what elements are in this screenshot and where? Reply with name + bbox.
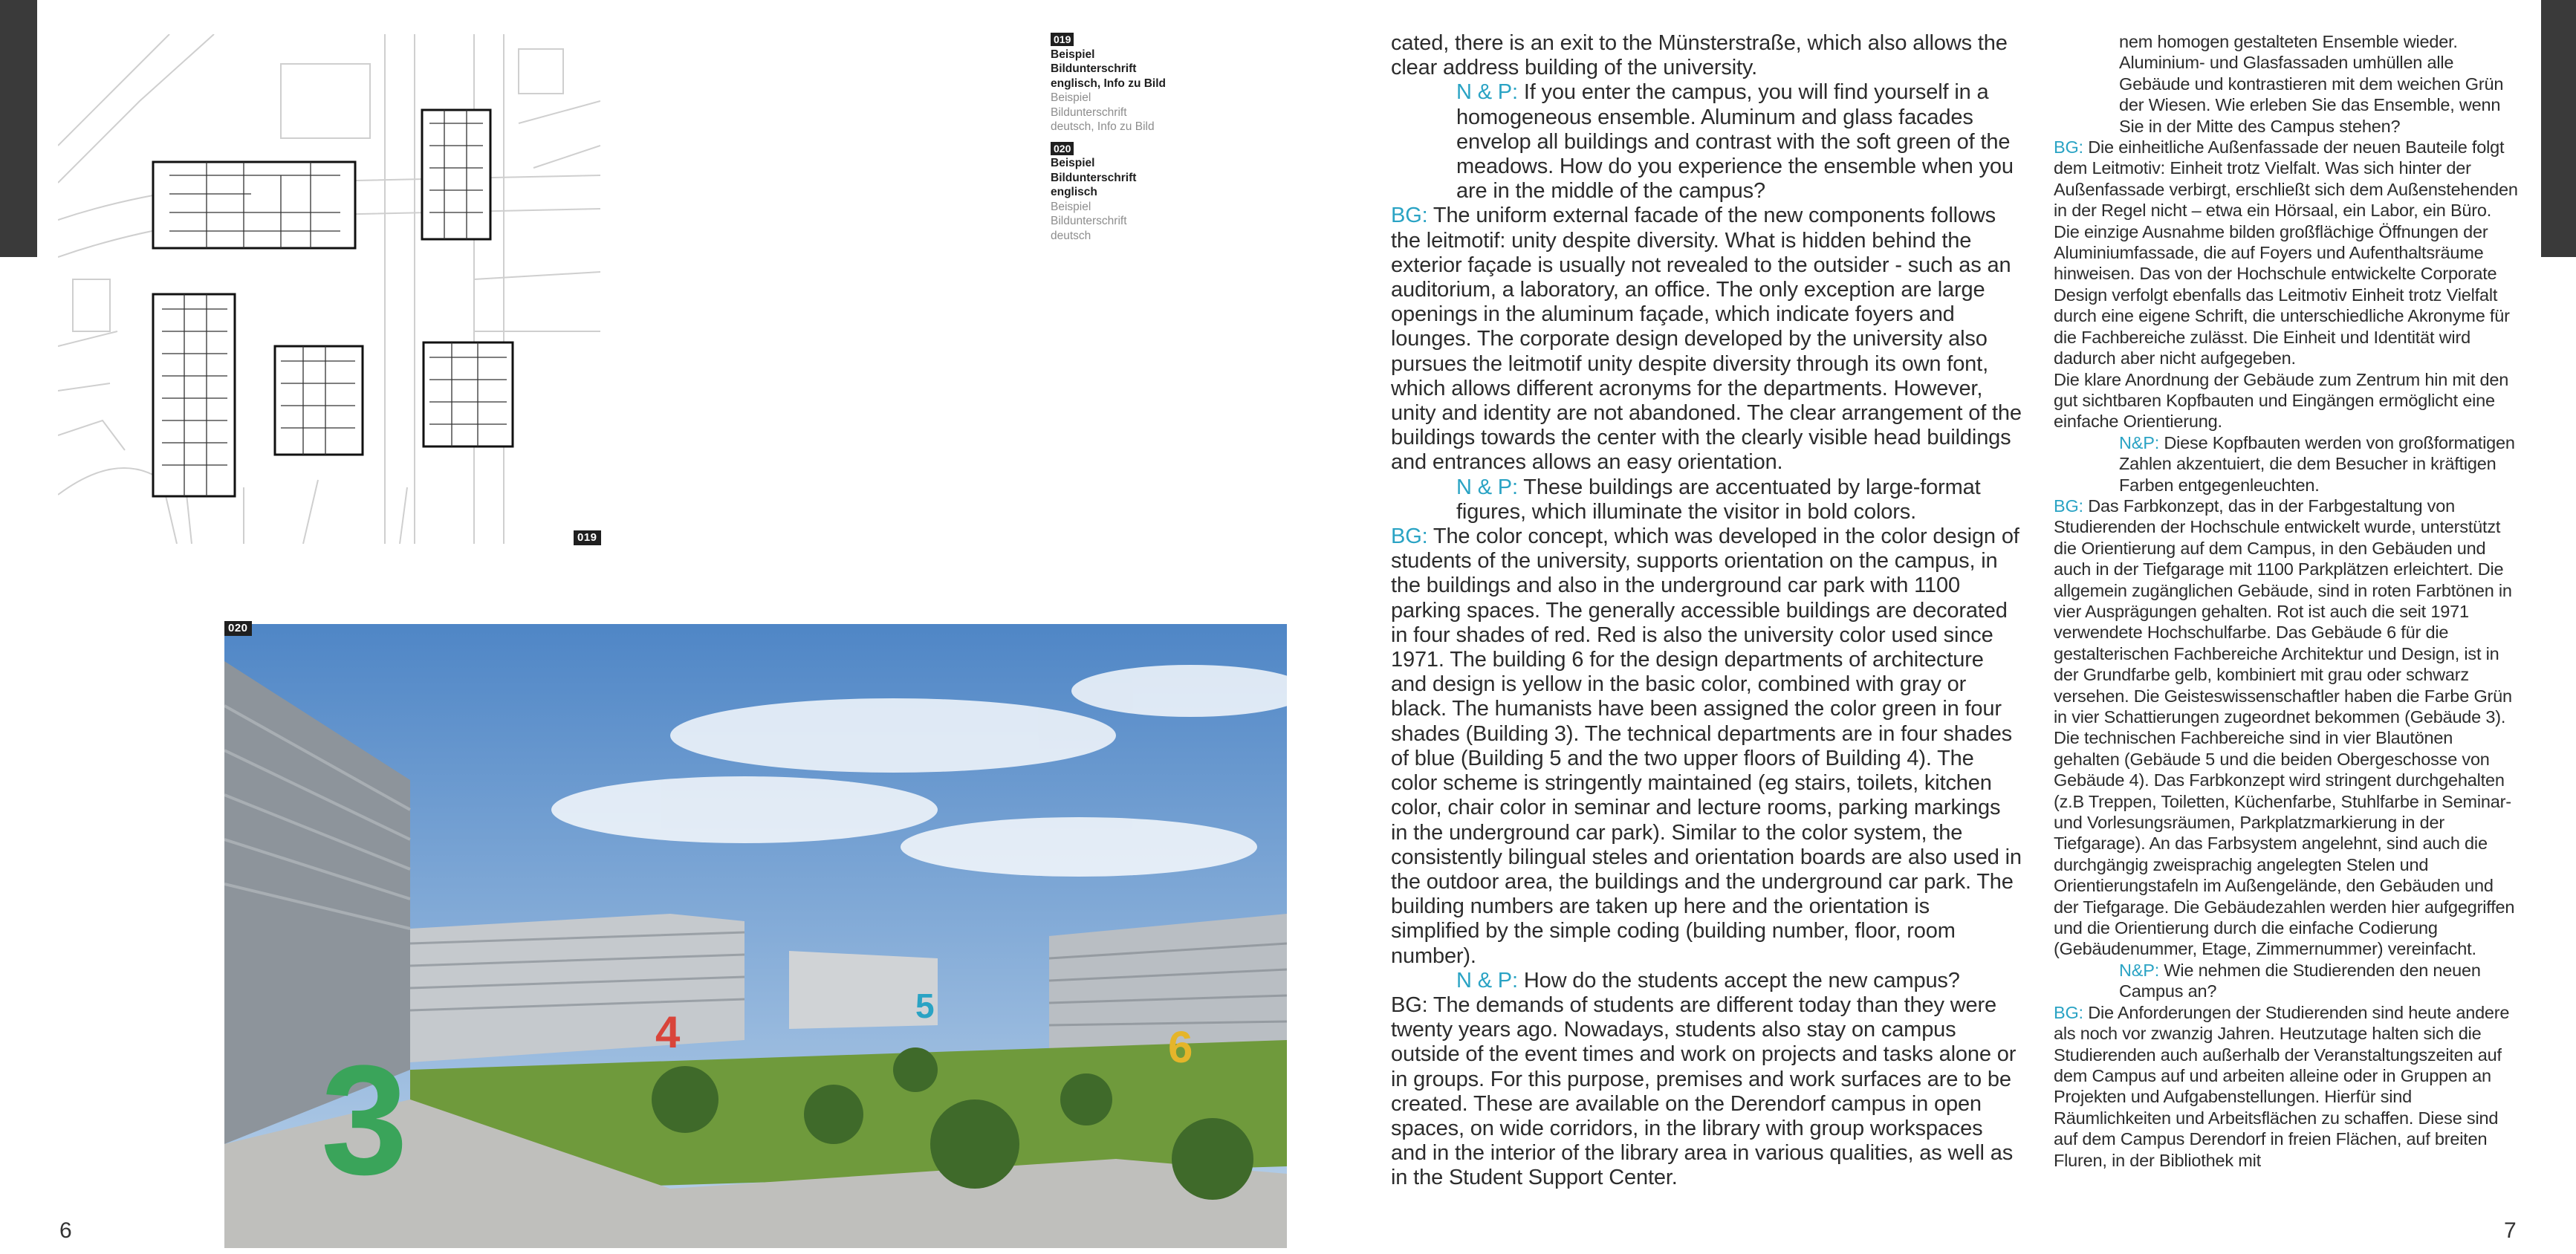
paragraph-text: Diese Kopfbauten werden von großformatigen Zahlen akzentuiert, die dem Besucher in kräftigen Farben entgegenleuchten. — [2119, 432, 2515, 495]
caption-019 — [1051, 33, 1169, 134]
paragraph-text: BG: The demands of students are different today than they were twenty years ago. Nowadays, students also stay on campus outside of the event times and work on projects and tasks alone or in groups. For this purpose, premises and work surfaces are to be created. These are available on the Derendorf campus in open spaces, on wide corridors, in the library with group workspaces and in the interior of the library area in various qualities, as well as in the Student Support Center. — [1391, 993, 2017, 1190]
caption-english: Beispiel Bildunterschrift englisch — [1051, 157, 1137, 198]
speaker-label: BG: — [2054, 496, 2089, 516]
english-interview-column — [1391, 31, 2022, 1191]
left-edge-bar — [0, 0, 37, 257]
speaker-label: BG: — [1391, 524, 1433, 549]
paragraph — [1391, 969, 2022, 993]
speaker-label: N & P: — [1456, 475, 1524, 499]
paragraph-text: cated, there is an exit to the Münsterstraße, which also allows the clear address building of the university. — [1391, 31, 2008, 80]
caption-german: Beispiel Bildunterschrift deutsch — [1051, 200, 1127, 242]
paragraph — [2054, 1002, 2520, 1171]
paragraph — [1391, 524, 2022, 969]
speaker-label: BG: — [2054, 137, 2089, 157]
paragraph-text: Die klare Anordnung der Gebäude zum Zentrum hin mit den gut sichtbaren Kopfbauten und Eingängen ermöglicht eine einfache Orientierung. — [2054, 369, 2509, 432]
paragraph-text: Das Farbkonzept, das in der Farbgestaltung von Studierenden der Hochschule entwickelt wurde, unterstützt die Orientierung auf dem Campus, in den Gebäuden und auch in der Tiefgarage mit 1100 Parkplätzen erleichtert. Die allgemein zugänglichen Gebäude, sind in roten Farbtönen in vier Ausprägungen gehalten. Rot ist auch die seit 1971 verwendete Hochschulfarbe. Das Gebäude 6 für die gestalterischen Fachbereiche Architektur und Design, ist in der Grundfarbe gelb, kombiniert mit grau oder schwarz versehen. Die Geisteswissenschaftler haben die Farbe Grün in vier Schattierungen zugeordnet bekommen (Gebäude 3). Die technischen Fachbereiche sind in vier Blautönen gehalten (Gebäude 5 und die beiden Obergeschosse von Gebäude 4). Das Farbkonzept wird stringent durchgehalten (z.B Treppen, Toiletten, Küchenfarbe, Stuhlfarbe in Seminar- und Vorlesungsräumen, Parkplatzmarkierung in der Tiefgarage). An das Farbsystem angelehnt, sind auch die durchgängig zweisprachig angelegten Stelen und Orientierungstafeln im Außengelände, den Gebäuden und der Tiefgarage. Die Gebäudezahlen werden hier aufgegriffen und die Orientierung durch die einfache Codierung (Gebäudenummer, Etage, Zimmernummer) vereinfacht. — [2054, 496, 2515, 959]
speaker-label: BG: — [2054, 1002, 2089, 1022]
paragraph-text: Die einheitliche Außenfassade der neuen Bauteile folgt dem Leitmotiv: Einheit trotz Vielfalt. Was sich hinter der Außenfassade verbirgt, erschließt sich dem Außenstehenden in der Regel nicht – etwa ein Hörsaal, ein Labor, ein Büro. Die einzige Ausnahme bilden großflächige Öffnungen der Aluminiumfassade, die auf Foyers und Aufenthaltsräume hinweisen. Das von der Hochschule entwickelte Corporate Design verfolgt ebenfalls das Leitmotiv Einheit trotz Vielfalt durch eine eigene Schrift, die unterschiedliche Akronyme für die Fachbereiche zulässt. Die Einheit und Identität wird dadurch aber nicht aufgegeben. — [2054, 137, 2518, 368]
page-number-right: 7 — [2504, 1218, 2517, 1243]
caption-english: Beispiel Bildunterschrift englisch, Info zu Bild — [1051, 48, 1166, 90]
speaker-label: N&P: — [2119, 960, 2164, 980]
campus-photo — [224, 624, 1287, 1248]
building-number-5: 5 — [915, 987, 935, 1025]
german-interview-column — [2054, 31, 2520, 1171]
building-number-3: 3 — [321, 1033, 408, 1207]
paragraph-text: Die Anforderungen der Studierenden sind heute andere als noch vor zwanzig Jahren. Heutzutage halten sich die Studierenden auch außerhalb der Veranstaltungszeiten auf dem Campus auf und arbeiten alleine oder in Gruppen an Projekten und Aufgabenstellungen. Hierfür sind Räumlichkeiten und Arbeitsflächen zu schaffen. Diese sind auf dem Campus Derendorf in freien Flächen, auf breiten Fluren, in der Bibliothek mit — [2054, 1002, 2510, 1170]
paragraph — [2054, 31, 2520, 137]
site-plan-figure — [58, 34, 600, 544]
paragraph — [1391, 80, 2022, 204]
building-number-6: 6 — [1168, 1022, 1193, 1072]
caption-tag: 019 — [1051, 33, 1074, 46]
paragraph — [2054, 496, 2520, 960]
page-number-left: 6 — [59, 1218, 72, 1243]
paragraph-text: If you enter the campus, you will find yourself in a homogeneous ensemble. Aluminum and glass facades envelop all buildings and contrast with the soft green of the meadows. How do you experience the ensemble when you are in the middle of the campus? — [1456, 80, 2014, 204]
paragraph — [1391, 475, 2022, 524]
paragraph-text: The uniform external facade of the new components follows the leitmotif: unity despite diversity. What is hidden behind the exterior façade is usually not revealed to the outsider - such as an auditorium, a laboratory, an office. The only exception are large openings in the aluminum façade, which indicate foyers and lounges. The corporate design developed by the university also pursues the leitmotif unity despite diversity through its own font, which allows different acronyms for the departments. However, unity and identity are not abandoned. The clear arrangement of the buildings towards the center with the clearly visible head buildings and entrances allows an easy orientation. — [1391, 204, 2022, 475]
building-number-4: 4 — [655, 1007, 681, 1057]
speaker-label: BG: — [1391, 204, 1433, 228]
paragraph — [2054, 432, 2520, 496]
paragraph-text: These buildings are accentuated by large-format figures, which illuminate the visitor in bold colors. — [1456, 475, 1981, 524]
paragraph-text: Wie nehmen die Studierenden den neuen Campus an? — [2119, 960, 2481, 1001]
figure-020-tag: 020 — [224, 621, 252, 636]
paragraph — [1391, 204, 2022, 475]
paragraph — [1391, 31, 2022, 80]
paragraph-text: nem homogen gestalteten Ensemble wieder. Aluminium- und Glasfassaden umhüllen alle Gebäude und kontrastieren mit dem weichen Grün der Wiesen. Wie erleben Sie das Ensemble, wenn Sie in der Mitte des Campus stehen? — [2119, 32, 2504, 136]
speaker-label: N & P: — [1456, 968, 1524, 993]
campus-photo-drawing — [224, 624, 1287, 1248]
paragraph — [2054, 369, 2520, 432]
figure-captions — [1051, 33, 1169, 250]
paragraph — [2054, 137, 2520, 368]
caption-tag: 020 — [1051, 142, 1074, 155]
paragraph-text: The color concept, which was developed in the color design of students of the university, supports orientation on the campus, in the buildings and also in the underground car park with 1100 parking spaces. The generally accessible buildings are decorated in four shades of red. Red is also the university color used since 1971. The building 6 for the design departments of architecture and design is yellow in the basic color, combined with gray or black. The humanists have been assigned the color green in four shades (Building 3). The technical departments are in four shades of blue (Building 5 and the two upper floors of Building 4). The color scheme is stringently maintained (eg stairs, toilets, kitchen color, chair color in seminar and lecture rooms, parking markings in the underground car park). Similar to the color system, the consistently bilingual steles and orientation boards are also used in the outdoor area, the buildings and the underground car park. The building numbers are taken up here and the orientation is simplified by the simple coding (building number, floor, room number). — [1391, 524, 2022, 968]
paragraph-text: How do the students accept the new campus? — [1523, 968, 1960, 993]
caption-020 — [1051, 142, 1169, 244]
site-plan-drawing — [58, 34, 600, 544]
paragraph — [1391, 993, 2022, 1191]
figure-019-tag: 019 — [574, 530, 601, 545]
speaker-label: N & P: — [1456, 80, 1524, 105]
paragraph — [2054, 960, 2520, 1002]
caption-german: Beispiel Bildunterschrift deutsch, Info zu Bild — [1051, 91, 1155, 133]
right-edge-bar — [2541, 0, 2576, 257]
speaker-label: N&P: — [2119, 432, 2164, 452]
